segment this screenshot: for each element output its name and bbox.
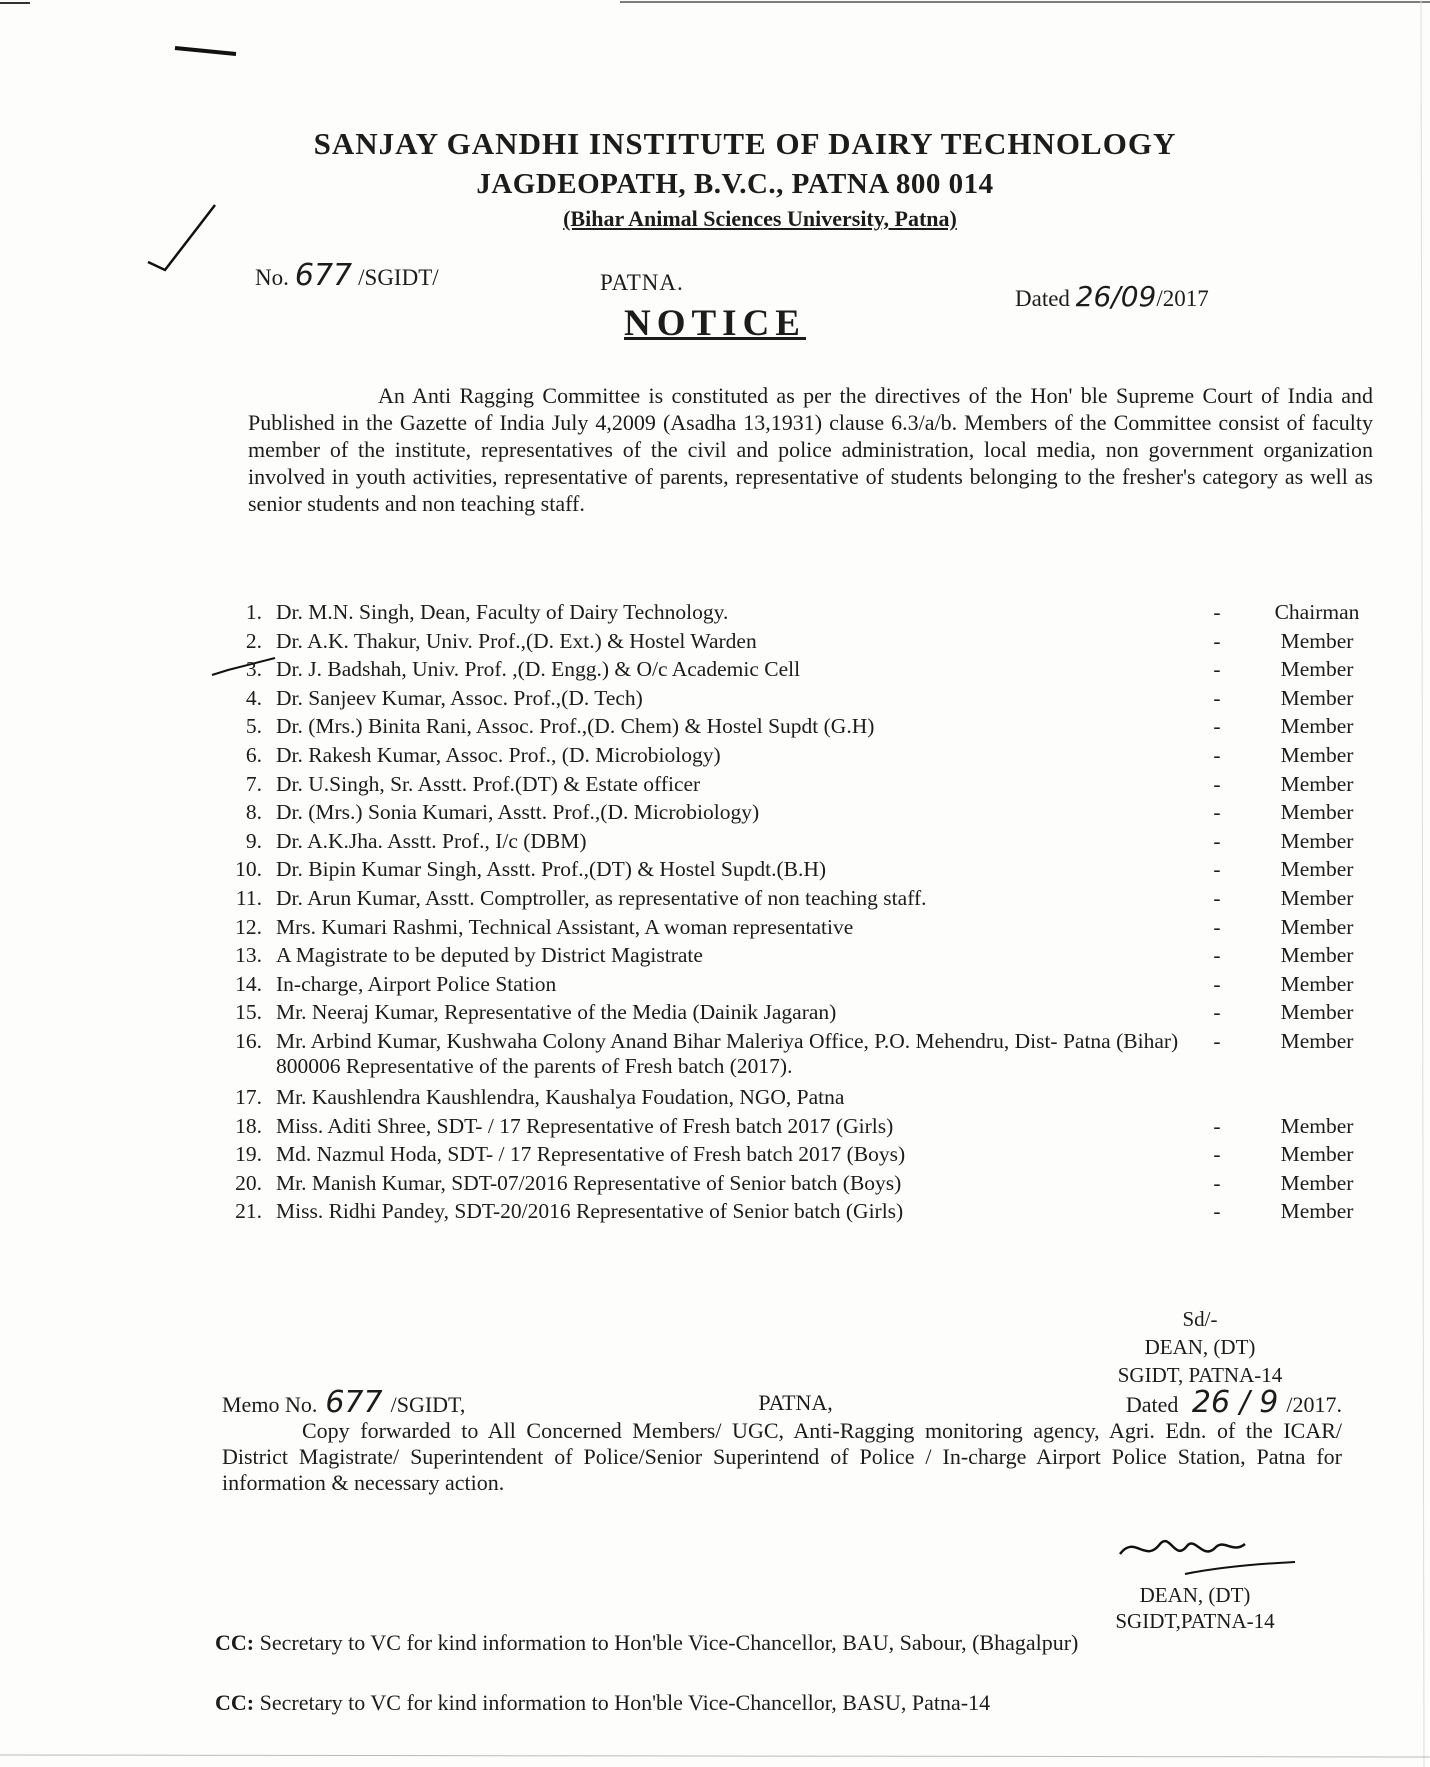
memo-place: PATNA, (758, 1390, 833, 1415)
reference-number: No. 677 /SGIDT/ (255, 258, 439, 293)
cc-line-1: CC: Secretary to VC for kind information to Hon'ble Vice-Chancellor, BAU, Sabour, (Bhagalpur) (215, 1630, 1079, 1655)
member-name: Dr. M.N. Singh, Dean, Faculty of Dairy Technology. (276, 600, 729, 624)
member-name: Miss. Aditi Shree, SDT- / 17 Representative of Fresh batch 2017 (Girls) (276, 1113, 894, 1138)
member-dash: - (1213, 714, 1221, 739)
list-item (222, 972, 1382, 1001)
list-item (222, 857, 1382, 886)
member-number: 6. (245, 742, 262, 767)
member-number: 10. (235, 857, 262, 882)
member-number: 4. (245, 685, 262, 710)
member-dash: - (1213, 1199, 1221, 1224)
member-role: Member (1280, 1000, 1354, 1025)
list-item (222, 1029, 1382, 1085)
member-dash: - (1213, 742, 1221, 767)
member-number: 20. (235, 1170, 262, 1195)
member-role: Member (1280, 1028, 1354, 1053)
member-number: 11. (235, 885, 262, 910)
list-item (222, 657, 1382, 686)
member-number: 1. (245, 600, 262, 624)
member-dash: - (1213, 628, 1221, 653)
member-name: Dr. J. Badshah, Univ. Prof. ,(D. Engg.) & O/c Academic Cell (276, 657, 801, 682)
member-name: Mr. Kaushlendra Kaushlendra, Kaushalya Foudation, NGO, Patna (276, 1084, 845, 1109)
member-name: Dr. Arun Kumar, Asstt. Comptroller, as representative of non teaching staff. (276, 885, 927, 910)
member-dash: - (1213, 1170, 1221, 1195)
member-number: 17. (235, 1084, 262, 1109)
member-dash: - (1213, 943, 1221, 968)
member-role: Member (1280, 800, 1354, 825)
memo-body: Copy forwarded to All Concerned Members/ UGC, Anti-Ragging monitoring agency, Agri. Edn. of the ICAR/ District Magistrate/ Superintendent of Police/Senior Superintend of Police / In-charge Airport Police Station, Patna for information & necessary action. (222, 1418, 1342, 1495)
member-name: A Magistrate to be deputed by District Magistrate (276, 943, 703, 968)
member-dash: - (1213, 600, 1221, 624)
member-name: Dr. U.Singh, Sr. Asstt. Prof.(DT) & Estate officer (276, 771, 701, 796)
member-name: Dr. Sanjeev Kumar, Assoc. Prof.,(D. Tech) (276, 685, 643, 710)
member-dash: - (1213, 971, 1221, 996)
member-dash: - (1213, 1113, 1221, 1138)
member-dash: - (1213, 857, 1221, 882)
member-role: Member (1280, 1170, 1354, 1195)
cc-line-2: CC: Secretary to VC for kind information to Hon'ble Vice-Chancellor, BASU, Patna-14 (215, 1690, 991, 1715)
list-item (222, 943, 1382, 972)
member-role: Member (1280, 714, 1354, 739)
list-item (222, 629, 1382, 658)
member-name: Dr. A.K.Jha. Asstt. Prof., I/c (DBM) (276, 828, 587, 853)
member-dash: - (1213, 800, 1221, 825)
member-number: 13. (235, 943, 262, 968)
member-dash: - (1213, 828, 1221, 853)
university-name: (Bihar Animal Sciences University, Patna) (563, 206, 957, 231)
member-role: Member (1280, 657, 1354, 682)
member-number: 19. (235, 1142, 262, 1167)
signature-block: Sd/- DEAN, (DT) SGIDT, PATNA-14 (1117, 1307, 1283, 1387)
member-role: Member (1280, 685, 1354, 710)
list-item (222, 772, 1382, 801)
member-number: 12. (235, 914, 262, 939)
member-role: Member (1280, 857, 1354, 882)
member-dash: - (1213, 657, 1221, 682)
member-name: Miss. Ridhi Pandey, SDT-20/2016 Representative of Senior batch (Girls) (276, 1199, 904, 1224)
member-role: Member (1280, 943, 1354, 968)
list-item (222, 1171, 1382, 1200)
member-role: Member (1280, 742, 1354, 767)
institute-name: SANJAY GANDHI INSTITUTE OF DAIRY TECHNOLOGY (313, 126, 1177, 161)
member-name: In-charge, Airport Police Station (276, 971, 557, 996)
page-title: NOTICE (624, 303, 806, 344)
place: PATNA. (600, 270, 684, 295)
member-list (222, 600, 1382, 1228)
member-dash: - (1213, 1142, 1221, 1167)
member-number: 14. (235, 971, 262, 996)
memo-date: Dated 26 / 9 /2017. (1125, 1385, 1342, 1420)
member-number: 21. (235, 1199, 262, 1224)
member-role: Member (1280, 1142, 1354, 1167)
list-item (222, 600, 1382, 629)
intro-paragraph: An Anti Ragging Committee is constituted as per the directives of the Hon' ble Supreme Court of India and Published in the Gazette of India July 4,2009 (Asadha 13,1931) clause 6.3/a/b. Members of the Committee consist of faculty member of the institute, representatives of the civil and police administration, local media, non government organization involved in youth activities, representative of parents, representative of students belonging to the fresher's category as well as senior students and non teaching staff. (248, 383, 1373, 516)
member-role: Chairman (1274, 600, 1360, 624)
list-item (222, 1085, 1382, 1114)
member-name: Dr. (Mrs.) Sonia Kumari, Asstt. Prof.,(D. Microbiology) (276, 800, 760, 825)
member-name: Dr. A.K. Thakur, Univ. Prof.,(D. Ext.) & Hostel Warden (276, 628, 757, 653)
member-dash: - (1213, 771, 1221, 796)
member-dash: - (1213, 685, 1221, 710)
member-name: Mr. Arbind Kumar, Kushwaha Colony Anand Bihar Maleriya Office, P.O. Mehendru, Dist- Patna (Bihar) 800006 Representative of the parents of Fresh batch (2017). (276, 1028, 1179, 1078)
member-number: 7. (245, 771, 262, 796)
memo-number: Memo No. 677 /SGIDT, (222, 1385, 466, 1420)
member-number: 9. (245, 828, 262, 853)
member-number: 18. (235, 1113, 262, 1138)
member-name: Md. Nazmul Hoda, SDT- / 17 Representative of Fresh batch 2017 (Boys) (276, 1142, 906, 1167)
member-number: 15. (235, 1000, 262, 1025)
list-item (222, 1199, 1382, 1228)
member-role: Member (1280, 914, 1354, 939)
member-name: Mr. Neeraj Kumar, Representative of the Media (Dainik Jagaran) (276, 1000, 837, 1025)
list-item (222, 886, 1382, 915)
member-role: Member (1280, 828, 1354, 853)
member-number: 5. (245, 714, 262, 739)
list-item (222, 1142, 1382, 1171)
member-dash: - (1213, 914, 1221, 939)
member-role: Member (1280, 628, 1354, 653)
member-role: Member (1280, 971, 1354, 996)
member-dash: - (1213, 1000, 1221, 1025)
list-item (222, 829, 1382, 858)
list-item (222, 714, 1382, 743)
member-name: Mr. Manish Kumar, SDT-07/2016 Representative of Senior batch (Boys) (276, 1170, 902, 1195)
issue-date: Dated 26/09/2017 (1015, 280, 1209, 313)
member-name: Dr. (Mrs.) Binita Rani, Assoc. Prof.,(D. Chem) & Hostel Supdt (G.H) (276, 714, 875, 739)
list-item (222, 800, 1382, 829)
institute-address: JAGDEOPATH, B.V.C., PATNA 800 014 (476, 168, 994, 200)
signature-block-2: DEAN, (DT) SGIDT,PATNA-14 (1115, 1583, 1275, 1633)
member-role: Member (1280, 1113, 1354, 1138)
member-name: Dr. Bipin Kumar Singh, Asstt. Prof.,(DT) & Hostel Supdt.(B.H) (276, 857, 827, 882)
member-number: 16. (235, 1028, 262, 1053)
member-role: Member (1280, 1199, 1354, 1224)
member-number: 2. (245, 628, 262, 653)
member-number: 3. (245, 657, 262, 682)
list-item (222, 743, 1382, 772)
member-dash: - (1213, 1028, 1221, 1053)
member-role: Member (1280, 771, 1354, 796)
memo-block (222, 1385, 1342, 1496)
member-number: 8. (245, 800, 262, 825)
list-item (222, 915, 1382, 944)
member-name: Mrs. Kumari Rashmi, Technical Assistant, A woman representative (276, 914, 854, 939)
list-item (222, 1114, 1382, 1143)
member-name: Dr. Rakesh Kumar, Assoc. Prof., (D. Microbiology) (276, 742, 721, 767)
member-role: Member (1280, 885, 1354, 910)
member-dash: - (1213, 885, 1221, 910)
list-item (222, 686, 1382, 715)
list-item (222, 1000, 1382, 1029)
signature-scrawl-icon (1115, 1524, 1305, 1584)
